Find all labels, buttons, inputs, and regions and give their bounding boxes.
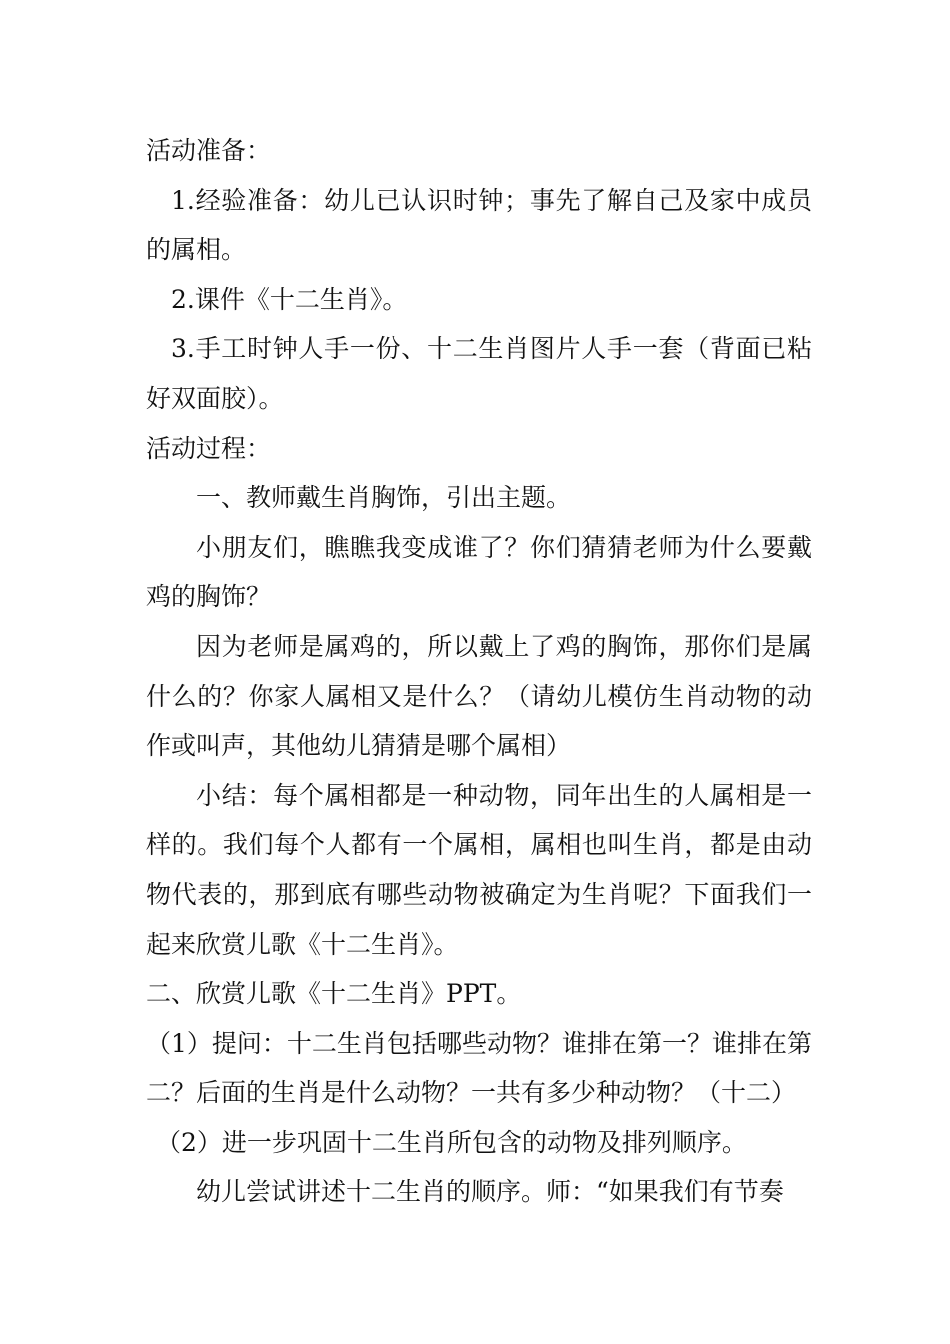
document-body [146, 126, 812, 1217]
preparation-item-3: 3.手工时钟人手一份、十二生肖图片人手一套（背面已粘好双面胶）。 [146, 334, 812, 413]
preparation-item-1: 1.经验准备：幼儿已认识时钟；事先了解自己及家中成员的属相。 [146, 185, 812, 265]
step-1-explanation: 因为老师是属鸡的，所以戴上了鸡的胸饰，那你们是属什么的？你家人属相又是什么？（请幼儿模仿生肖动物的动作或叫声，其他幼儿猜猜是哪个属相） [146, 631, 812, 761]
preparation-item-2: 2.课件《十二生肖》。 [171, 284, 408, 314]
section-heading-preparation: 活动准备： [146, 136, 272, 165]
step-1-summary: 小结：每个属相都是一种动物，同年出生的人属相是一样的。我们每个人都有一个属相，属相也叫生肖，都是由动物代表的，那到底有哪些动物被确定为生肖呢？下面我们一起来欣赏儿歌《十二生肖》。 [146, 780, 812, 959]
section-heading-process: 活动过程： [146, 433, 272, 463]
step-1-title: 一、教师戴生肖胸饰，引出主题。 [196, 483, 572, 513]
step-2-question-1: （1）提问：十二生肖包括哪些动物？谁排在第一？谁排在第二？后面的生肖是什么动物？一共有多少种动物？（十二） [146, 1028, 812, 1108]
step-1-question: 小朋友们，瞧瞧我变成谁了？你们猜猜老师为什么要戴鸡的胸饰？ [146, 532, 812, 612]
step-2-question-2: （2）进一步巩固十二生肖所包含的动物及排列顺序。 [156, 1127, 747, 1157]
step-2-title: 二、欣赏儿歌《十二生肖》PPT。 [146, 979, 522, 1009]
step-2-activity: 幼儿尝试讲述十二生肖的顺序。师：“如果我们有节奏 [196, 1177, 784, 1207]
